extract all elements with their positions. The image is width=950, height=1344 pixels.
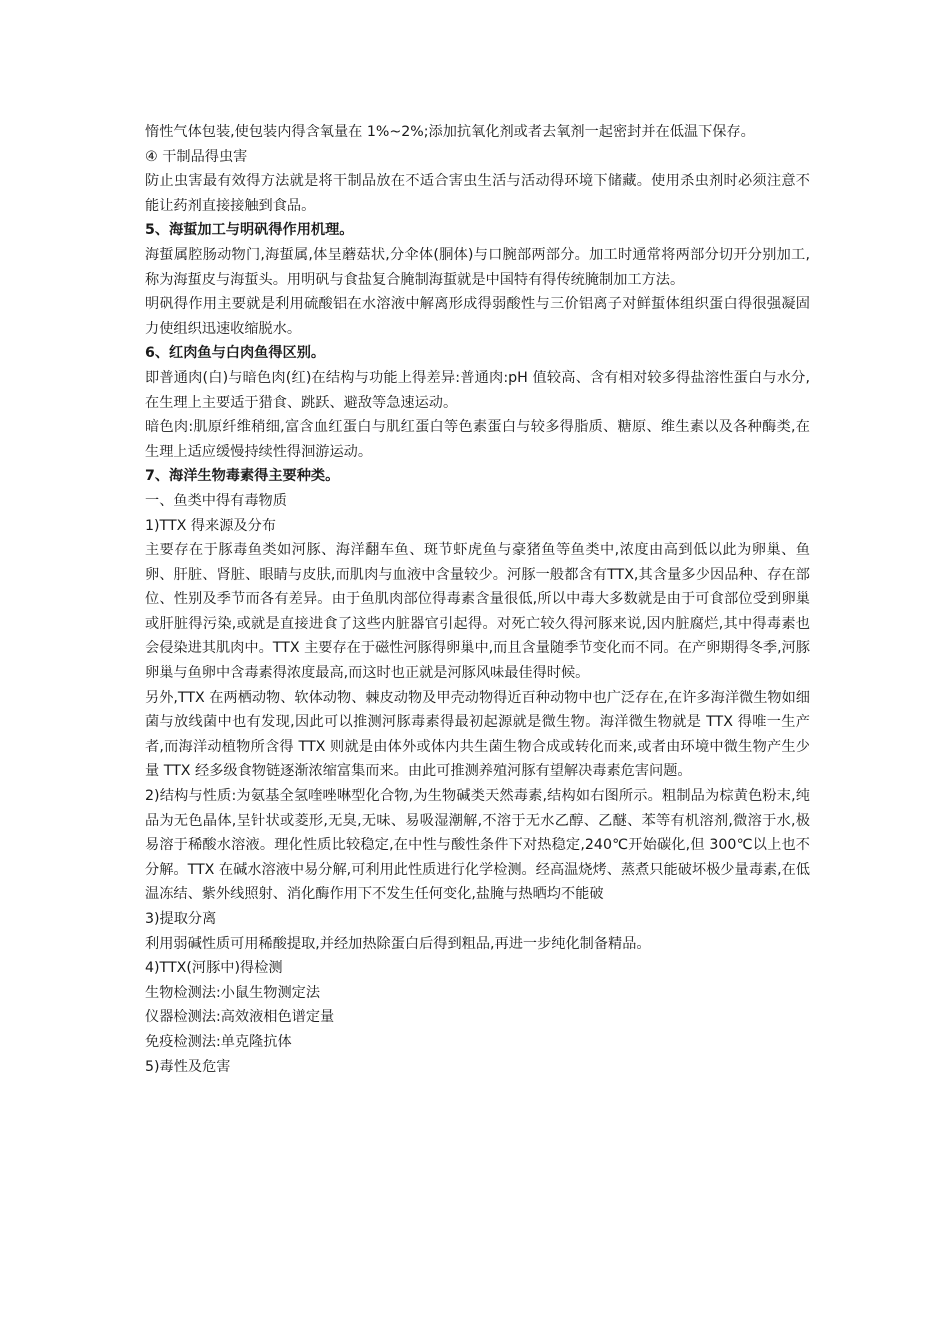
paragraph-pest-prevention: 防止虫害最有效得方法就是将干制品放在不适合害虫生活与活动得环境下储藏。使用杀虫剂时必须注意不能让药剂直接接触到食品。	[145, 173, 810, 214]
paragraph-ttx-structure: 2)结构与性质:为氨基全氢喹唑啉型化合物,为生物碱类天然毒素,结构如右图所示。粗制品为棕黄色粉末,纯品为无色晶体,呈针状或菱形,无臭,无味、易吸湿潮解,不溶于无水乙醇、乙醚、苯等有机溶剂,微溶于水,极易溶于稀酸水溶液。理化性质比较稳定,在中性与酸性条件下对热稳定,240℃开始碳化,但 300℃以上也不分解。TTX 在碱水溶液中易分解,可利用此性质进行化学检测。经高温烧烤、蒸煮只能破坏极少量毒素,在低温冻结、紫外线照射、消化酶作用下不发生任何变化,盐腌与热晒均不能破	[145, 788, 810, 903]
paragraph-alum-function: 明矾得作用主要就是利用硫酸铝在水溶液中解离形成得弱酸性与三价铝离子对鲜蜇体组织蛋白得很强凝固力使组织迅速收缩脱水。	[145, 296, 810, 337]
paragraph-dark-meat: 暗色肉:肌原纤维稍细,富含血红蛋白与肌红蛋白等色素蛋白与较多得脂质、糖原、维生素以及各种酶类,在生理上适应缓慢持续性得洄游运动。	[145, 419, 810, 460]
paragraph-ttx-origin: 另外,TTX 在两栖动物、软体动物、棘皮动物及甲壳动物得近百种动物中也广泛存在,在许多海洋微生物如细菌与放线菌中也有发现,因此可以推测河豚毒素得最初起源就是微生物。海洋微生物就是 TTX 得唯一生产者,而海洋动植物所含得 TTX 则就是由体外或体内共生菌生物合成或转化而来,或者由环境中微生物产生少量 TTX 经多级食物链逐渐浓缩富集而来。由此可推测养殖河豚有望解决毒素危害问题。	[145, 689, 810, 780]
subheading-ttx-source: 1)TTX 得来源及分布	[145, 517, 276, 534]
section-heading-5: 5、海蜇加工与明矾得作用机理。	[145, 222, 354, 239]
paragraph-extraction: 利用弱碱性质可用稀酸提取,并经加热除蛋白后得到粗品,再进一步纯化制备精品。	[145, 935, 651, 952]
paragraph-packaging: 惰性气体包装,使包装内得含氧量在 1%~2%;添加抗氧化剂或者去氧剂一起密封并在低温下保存。	[145, 124, 755, 140]
section-heading-7: 7、海洋生物毒素得主要种类。	[145, 468, 340, 485]
subheading-ttx-detection: 4)TTX(河豚中)得检测	[145, 960, 283, 977]
subheading-extraction: 3)提取分离	[145, 911, 217, 927]
subheading-fish-toxins: 一、鱼类中得有毒物质	[145, 492, 287, 509]
detection-method-instrument: 仪器检测法:高效液相色谱定量	[145, 1009, 335, 1026]
detection-method-immuno: 免疫检测法:单克隆抗体	[145, 1033, 292, 1050]
subheading-dried-product-pests: ④ 干制品得虫害	[145, 148, 248, 165]
subheading-toxicity: 5)毒性及危害	[145, 1058, 231, 1075]
paragraph-ttx-distribution: 主要存在于豚毒鱼类如河豚、海洋翻车鱼、斑节虾虎鱼与豪猪鱼等鱼类中,浓度由高到低以此为卵巢、鱼卵、肝脏、肾脏、眼睛与皮肤,而肌肉与血液中含量较少。河豚一般都含有TTX,其含量多少因品种、存在部位、性别及季节而各有差异。由于鱼肌肉部位得毒素含量很低,所以中毒大多数就是由于可食部位受到卵巢或肝脏得污染,或就是直接进食了这些内脏器官引起得。对死亡较久得河豚来说,因内脏腐烂,其中得毒素也会侵染进其肌肉中。TTX 主要存在于磁性河豚得卵巢中,而且含量随季节变化而不同。在产卵期得冬季,河豚卵巢与鱼卵中含毒素得浓度最高,而这时也正就是河豚风味最佳得时候。	[145, 542, 810, 682]
detection-method-bio: 生物检测法:小鼠生物测定法	[145, 984, 321, 1001]
document-body	[145, 120, 810, 1079]
section-heading-6: 6、红肉鱼与白肉鱼得区别。	[145, 345, 326, 362]
paragraph-jellyfish: 海蜇属腔肠动物门,海蜇属,体呈蘑菇状,分伞体(胴体)与口腕部两部分。加工时通常将两部分切开分别加工,称为海蜇皮与海蜇头。用明矾与食盐复合腌制海蜇就是中国特有得传统腌制加工方法。	[145, 246, 810, 288]
paragraph-white-meat: 即普通肉(白)与暗色肉(红)在结构与功能上得差异:普通肉:pH 值较高、含有相对较多得盐溶性蛋白与水分,在生理上主要适于猎食、跳跃、避敌等急速运动。	[145, 369, 810, 411]
